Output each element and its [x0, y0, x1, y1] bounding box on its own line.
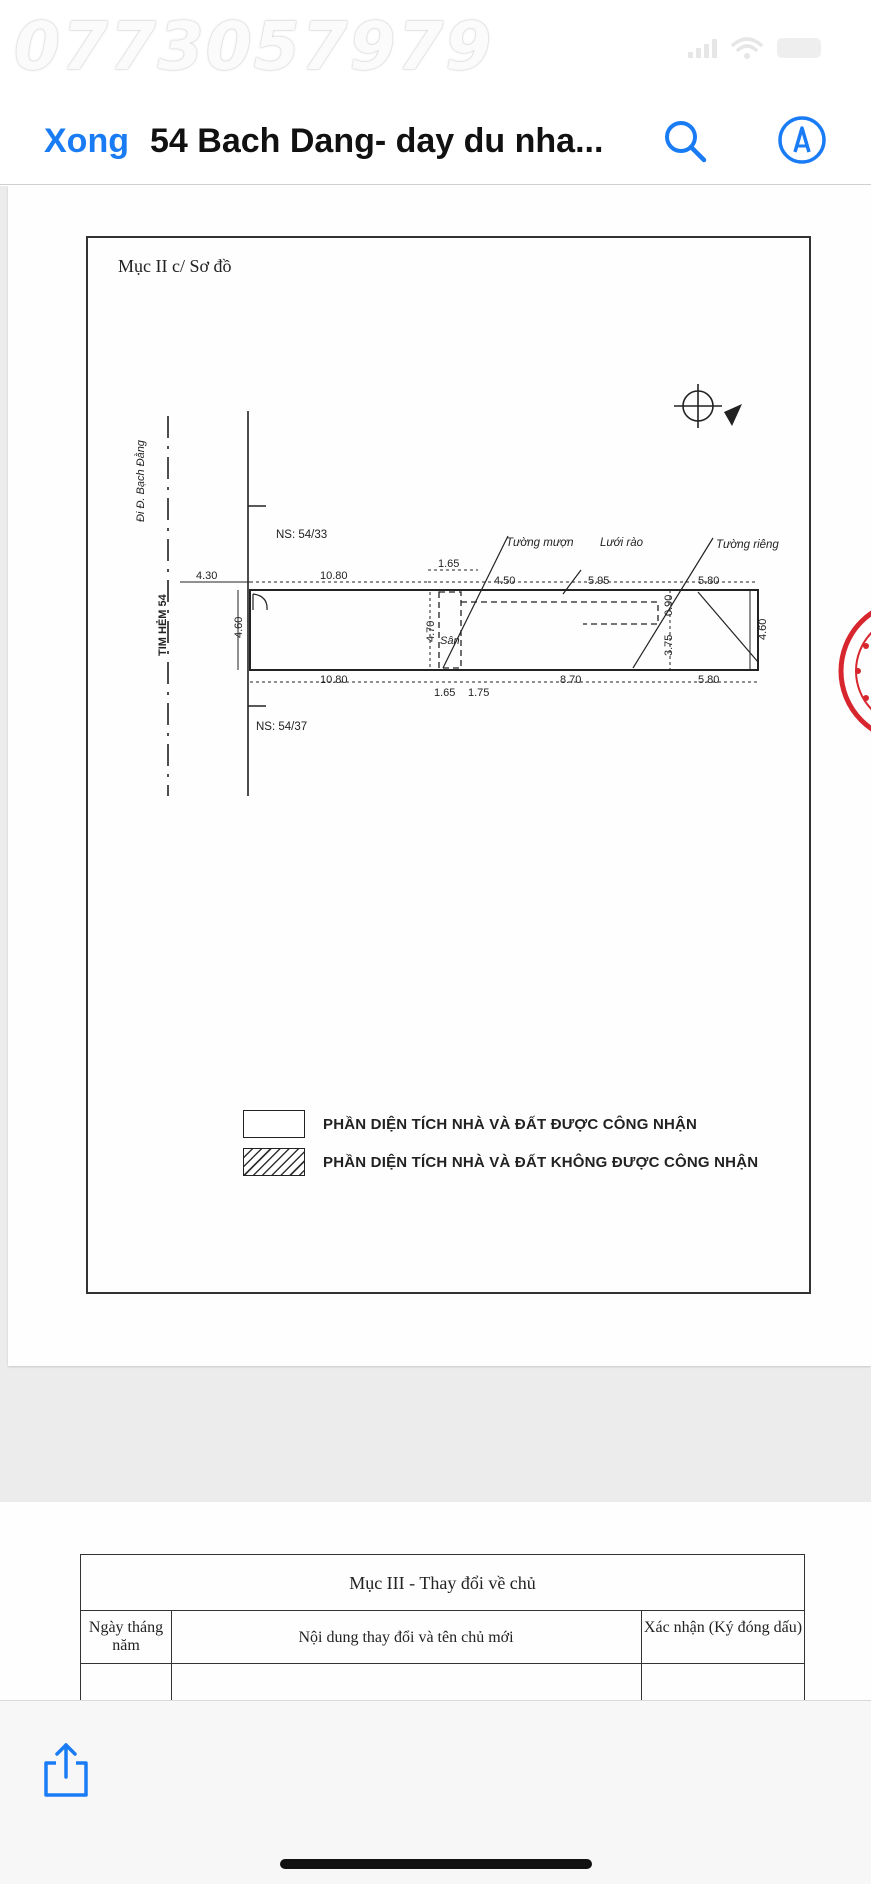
legend-swatch-hatched [243, 1148, 305, 1176]
site-plan-drawing [8, 186, 871, 1366]
column-header-date: Ngày tháng năm [88, 1619, 164, 1654]
label-yard: Sân [440, 635, 460, 647]
section-title: Mục II c/ Sơ đồ [118, 256, 232, 276]
column-header-confirm: Xác nhận (Ký đóng dấu) [643, 1619, 803, 1636]
markup-icon[interactable] [776, 114, 828, 166]
document-page-1 [8, 186, 871, 1366]
alley-label: TIM HẺM 54 [157, 594, 169, 656]
column-divider [641, 1611, 642, 1700]
dim-top-right: 5.80 [698, 575, 720, 587]
dim-bottom-2: 1.75 [468, 687, 490, 699]
phone-watermark: 0773057979 [14, 8, 494, 85]
column-divider [171, 1611, 172, 1700]
dim-top-fence: 5.95 [588, 575, 610, 587]
dim-alley-offset: 4.30 [196, 570, 218, 582]
dim-bottom-yard: 1.65 [434, 687, 456, 699]
dim-bottom-left: 10.80 [320, 674, 348, 686]
change-owner-table [80, 1554, 805, 1700]
dim-inner-small: 0.90 [663, 594, 675, 616]
table-header-divider [81, 1663, 804, 1664]
navigation-bar [0, 100, 871, 185]
street-label: Đi Đ. Bạch Đằng [135, 440, 147, 522]
dim-top-yard: 1.65 [438, 558, 460, 570]
dim-yard-height: 4.70 [425, 620, 437, 642]
neighbor-top-label: NS: 54/33 [276, 529, 328, 541]
legend-label: PHẦN DIỆN TÍCH NHÀ VÀ ĐẤT ĐƯỢC CÔNG NHẬN [323, 1115, 698, 1133]
dim-top-mid: 4.50 [494, 575, 516, 587]
legend-swatch-plain [243, 1110, 305, 1138]
dim-left-height: 4.60 [233, 616, 245, 638]
status-icons [688, 37, 821, 59]
dim-top-left: 10.80 [320, 570, 348, 582]
label-fence: Lưới rào [600, 537, 644, 549]
label-private-wall: Tường riêng [716, 539, 779, 551]
battery-icon [777, 38, 821, 58]
document-title: 54 Bach Dang- day du nha... [150, 122, 604, 160]
legend-recognized [243, 1110, 697, 1138]
dim-bottom-mid: 8.70 [560, 674, 582, 686]
label-borrowed-wall: Tường mượn [506, 537, 574, 549]
dim-right-height: 4.60 [757, 618, 769, 640]
column-header-content: Nội dung thay đổi và tên chủ mới [298, 1629, 514, 1646]
legend-label: PHẦN DIỆN TÍCH NHÀ VÀ ĐẤT KHÔNG ĐƯỢC CÔNG NHẬN [323, 1153, 759, 1171]
dim-bottom-right: 5.80 [698, 674, 720, 686]
table-title: Mục III - Thay đổi về chủ [81, 1555, 804, 1611]
done-button[interactable]: Xong [44, 122, 129, 160]
north-arrow-icon [724, 404, 742, 426]
neighbor-bottom-label: NS: 54/37 [256, 721, 308, 733]
search-icon[interactable] [660, 116, 710, 166]
dim-inner-height: 3.75 [663, 634, 675, 656]
status-bar [0, 0, 871, 100]
share-icon[interactable] [40, 1741, 92, 1799]
wifi-icon [731, 37, 763, 59]
home-indicator [280, 1859, 592, 1869]
legend-not-recognized [243, 1148, 758, 1176]
document-viewer[interactable] [0, 186, 871, 1700]
signal-icon [688, 38, 717, 58]
official-stamp [826, 586, 871, 756]
document-page-2 [0, 1502, 871, 1700]
bottom-toolbar [0, 1700, 871, 1884]
